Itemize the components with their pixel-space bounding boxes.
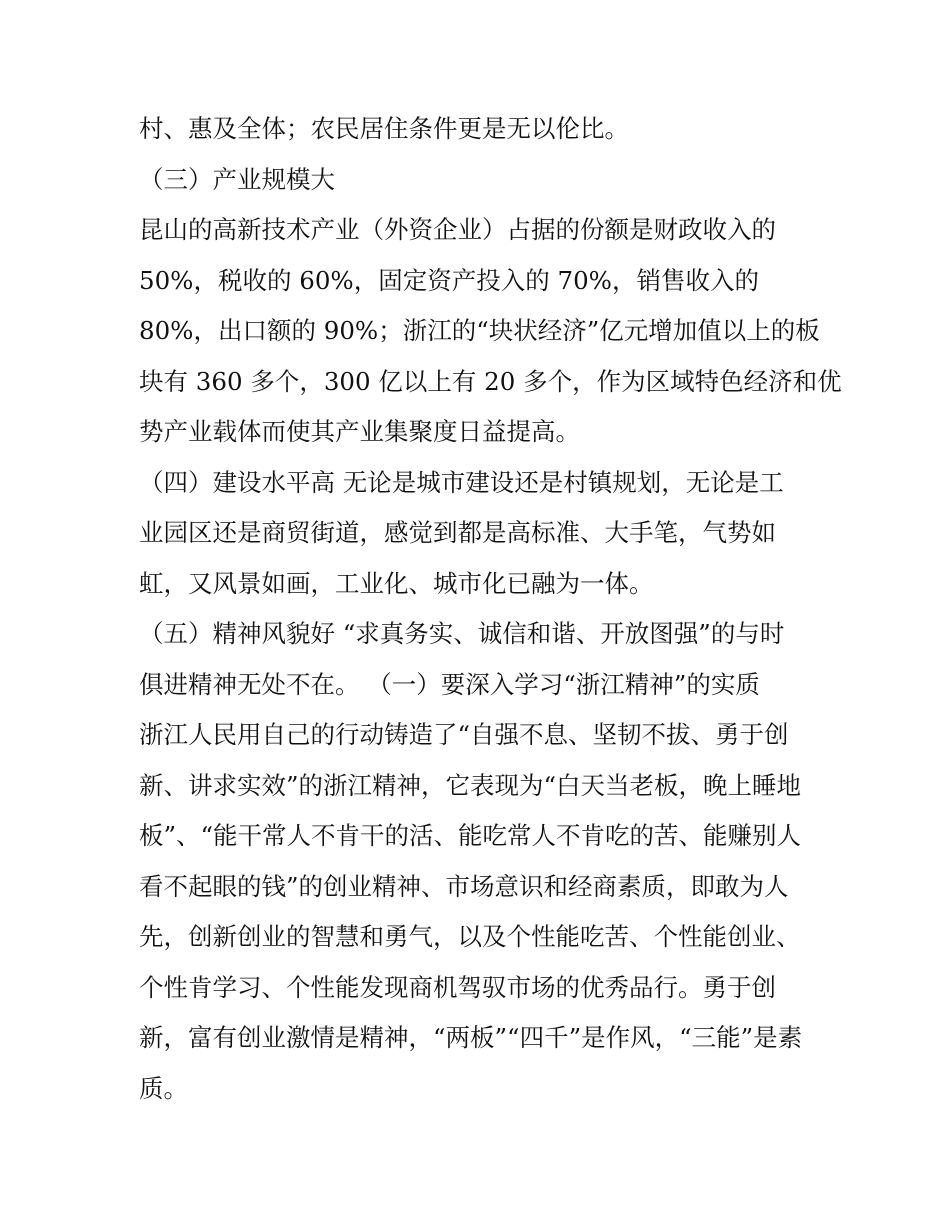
text-line: 80%，出口额的 90%；浙江的“块状经济”亿元增加值以上的板 [139,316,820,345]
text-line: 新，富有创业激情是精神，“两板”“四千”是作风，“三能”是素 [139,1023,803,1052]
text-line: 块有 360 多个，300 亿以上有 20 多个，作为区域特色经济和优 [139,366,842,396]
text-line: 50%，税收的 60%，固定资产投入的 70%，销售收入的 [139,265,759,295]
text-line: 俱进精神无处不在。 （一）要深入学习“浙江精神”的实质 [139,669,760,699]
text-line: 板”、“能干常人不肯干的活、能吃常人不肯吃的苦、能赚别人 [139,821,802,850]
text-line: 浙江人民用自己的行动铸造了“自强不息、坚韧不拔、勇于创 [139,720,789,749]
text-line: 虹，又风景如画，工业化、城市化已融为一体。 [139,568,654,598]
text-line: 看不起眼的钱”的创业精神、市场意识和经商素质，即敢为人 [139,871,789,901]
text-line: 势产业载体而使其产业集聚度日益提高。 [139,417,580,446]
text-line: （四）建设水平高 无论是城市建设还是村镇规划，无论是工 [139,467,784,497]
body-text [139,104,842,1114]
text-line: 新、讲求实效”的浙江精神，它表现为“白天当老板，晚上睡地 [139,770,802,800]
text-line: 村、惠及全体；农民居住条件更是无以伦比。 [139,114,629,143]
text-line: 质。 [139,1073,188,1103]
text-line: （五）精神风貌好 “求真务实、诚信和谐、开放图强”的与时 [139,619,785,648]
text-line: 先，创新创业的智慧和勇气，以及个性能吃苦、个性能创业、 [139,922,801,951]
text-line: 昆山的高新技术产业（外资企业）占据的份额是财政收入的 [139,215,776,244]
section-heading: （三）产业规模大 [139,164,335,194]
text-line: 个性肯学习、个性能发现商机驾驭市场的优秀品行。勇于创 [139,972,776,1002]
text-line: 业园区还是商贸街道，感觉到都是高标准、大手笔，气势如 [139,518,776,547]
